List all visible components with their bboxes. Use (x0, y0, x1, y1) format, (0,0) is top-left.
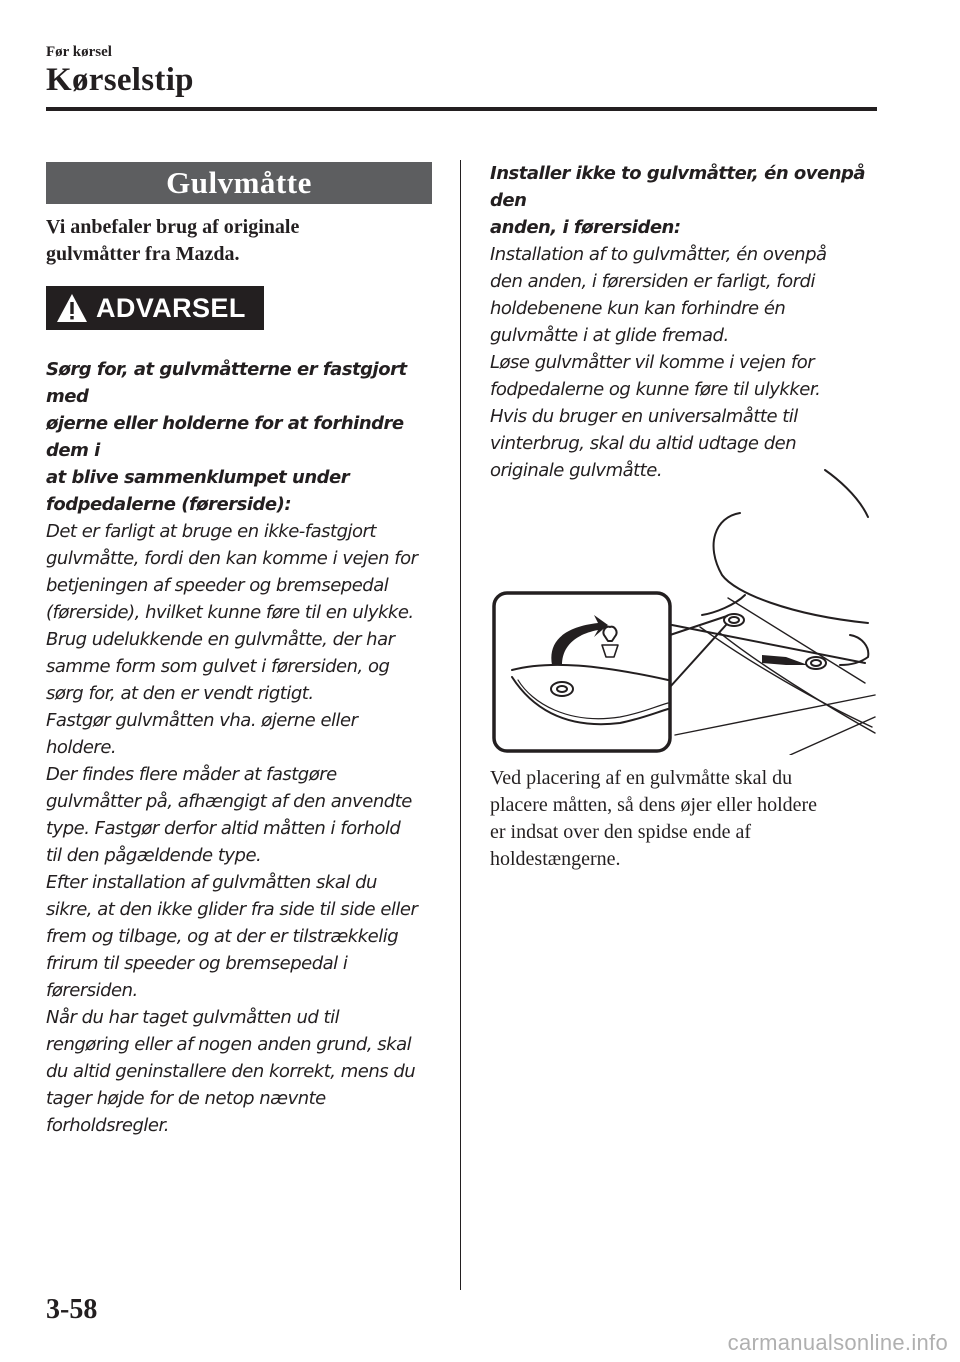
intro-line: Vi anbefaler brug af originale (46, 216, 300, 238)
warning-text-line: rengøring eller af nogen anden grund, skal (46, 1034, 412, 1055)
warning-heading-line: anden, i førersiden: (490, 217, 681, 238)
second-warning-body (490, 160, 890, 484)
chapter-title: Kørselstip (46, 62, 194, 98)
intro-paragraph (46, 214, 446, 268)
warning-text-line: Fastgør gulvmåtten vha. øjerne eller (46, 710, 358, 731)
warning-text-line: gulvmåtte, fordi den kan komme i vejen for (46, 548, 418, 569)
warning-heading-line: Installer ikke to gulvmåtter, én ovenpå den (490, 163, 866, 211)
warning-text-line: sørg for, at den er vendt rigtigt. (46, 683, 314, 704)
warning-label (46, 286, 264, 330)
warning-text-line: Der findes flere måder at fastgøre (46, 764, 337, 785)
warning-text-line: frirum til speeder og bremsepedal i (46, 953, 348, 974)
warning-body (46, 356, 446, 1139)
warning-heading-line: at blive sammenklumpet under (46, 467, 350, 488)
warning-heading-line: fodpedalerne (førerside): (46, 494, 292, 515)
warning-text-line: Efter installation af gulvmåtten skal du (46, 872, 377, 893)
warning-text-line: gulvmåtter på, afhængigt af den anvendte (46, 791, 412, 812)
page-number: 3-58 (46, 1294, 98, 1325)
warning-text-line: samme form som gulvet i førersiden, og (46, 656, 390, 677)
warning-text-line: sikre, at den ikke glider fra side til side eller (46, 899, 418, 920)
warning-text-line: holdebenene kun kan forhindre én (490, 298, 786, 319)
warning-text-line: Installation af to gulvmåtter, én ovenpå (490, 244, 827, 265)
warning-text-line: tager højde for de netop nævnte (46, 1088, 326, 1109)
warning-text-line: førersiden. (46, 980, 138, 1001)
warning-text-line: originale gulvmåtte. (490, 460, 663, 481)
warning-text-line: (førerside), hvilket kunne føre til en ulykke. (46, 602, 414, 623)
warning-text-line: gulvmåtte i at glide fremad. (490, 325, 729, 346)
warning-text-line: du altid geninstallere den korrekt, mens du (46, 1061, 416, 1082)
warning-text-line: frem og tilbage, og at der er tilstrækkelig (46, 926, 399, 947)
warning-text-line: Når du har taget gulvmåtten ud til (46, 1007, 340, 1028)
warning-label-text: ADVARSEL (96, 292, 246, 323)
warning-triangle-icon (55, 292, 89, 324)
intro-line: gulvmåtter fra Mazda. (46, 243, 240, 265)
warning-text-line: fodpedalerne og kunne føre til ulykker. (490, 379, 821, 400)
watermark: carmanualsonline.info (727, 1330, 948, 1355)
header-rule (46, 107, 877, 111)
section-banner: Gulvmåtte (46, 162, 432, 204)
floor-mat-illustration (490, 465, 880, 755)
warning-text-line: betjeningen af speeder og bremsepedal (46, 575, 389, 596)
warning-text-line: type. Fastgør derfor altid måtten i forhold (46, 818, 401, 839)
warning-text-line: Løse gulvmåtter vil komme i vejen for (490, 352, 815, 373)
warning-text-line: holdere. (46, 737, 117, 758)
warning-text-line: Brug udelukkende en gulvmåtte, der har (46, 629, 395, 650)
caption-line: er indsat over den spidse ende af (490, 821, 752, 843)
warning-text-line: den anden, i førersiden er farligt, fordi (490, 271, 815, 292)
caption-line: placere måtten, så dens øjer eller holdere (490, 794, 818, 816)
warning-text-line: Hvis du bruger en universalmåtte til (490, 406, 798, 427)
caption-line: Ved placering af en gulvmåtte skal du (490, 767, 793, 789)
section-label: Før kørsel (46, 44, 112, 60)
warning-text-line: forholdsregler. (46, 1115, 169, 1136)
warning-text-line: til den pågældende type. (46, 845, 262, 866)
warning-text-line: vinterbrug, skal du altid udtage den (490, 433, 797, 454)
illustration-caption (490, 765, 890, 873)
warning-heading-line: Sørg for, at gulvmåtterne er fastgjort med (46, 359, 407, 407)
warning-heading-line: øjerne eller holderne for at forhindre dem i (46, 413, 404, 461)
caption-line: holdestængerne. (490, 848, 621, 870)
warning-text-line: Det er farligt at bruge en ikke-fastgjort (46, 521, 376, 542)
column-divider (460, 160, 461, 1290)
